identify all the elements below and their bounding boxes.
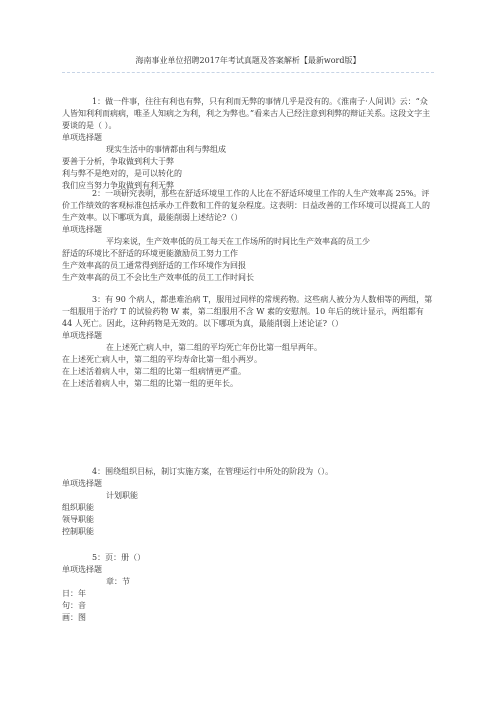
question-stem: 5：页：册（） xyxy=(92,553,146,562)
option-d: 控制职能 xyxy=(62,527,94,536)
question-4 xyxy=(62,466,434,538)
title-divider xyxy=(62,72,434,73)
question-type: 单项选择题 xyxy=(62,133,102,142)
option-b: 要善于分析，争取做到利大于弊 xyxy=(62,157,174,166)
option-c: 利与弊不是绝对的，是可以转化的 xyxy=(62,169,182,178)
option-b: 日：年 xyxy=(62,589,86,598)
option-a: 平均来说，生产效率低的员工每天在工作场所的时间比生产效率高的员工少 xyxy=(106,237,370,246)
option-d: 画：图 xyxy=(62,613,86,622)
option-a: 章：节 xyxy=(106,577,130,586)
option-c: 领导职能 xyxy=(62,515,94,524)
question-5 xyxy=(62,552,434,624)
question-type: 单项选择题 xyxy=(62,479,102,488)
document-title: 海南事业单位招聘2017年考试真题及答案解析【最新word版】 xyxy=(135,56,361,65)
option-d: 生产效率高的员工不会比生产效率低的员工工作时间长 xyxy=(62,273,254,282)
option-a: 现实生活中的事情都由利与弊组成 xyxy=(106,145,226,154)
option-d: 在上述活着病人中，第二组的比第一组的更年长。 xyxy=(62,379,238,388)
question-stem: 1：做一件事，往往有利也有弊，只有利而无弊的事情几乎是没有的。《淮南子·人间训》云：“众人皆知利利而病病，唯圣人知病之为利，利之为弊也。”看来古人已经注意到利弊的辩证关系。这段文字主要谈的是（ ）。 xyxy=(62,97,431,130)
question-stem: 4：围绕组织目标，制订实施方案，在管理运行中所处的阶段为（）。 xyxy=(92,467,334,476)
option-b: 舒适的环境比不舒适的环境更能激励员工努力工作 xyxy=(62,249,238,258)
option-d: 我们应当努力争取做到有利无弊 xyxy=(62,181,174,190)
option-b: 在上述死亡病人中，第二组的平均寿命比第一组小两岁。 xyxy=(62,355,262,364)
question-1 xyxy=(62,96,434,192)
option-a: 计划职能 xyxy=(106,491,138,500)
option-c: 在上述活着病人中，第二组的比第一组病情更严重。 xyxy=(62,367,246,376)
question-type: 单项选择题 xyxy=(62,565,102,574)
option-c: 生产效率高的员工通常得到舒适的工作环境作为回报 xyxy=(62,261,246,270)
question-2 xyxy=(62,188,434,284)
question-3 xyxy=(62,294,434,390)
question-type: 单项选择题 xyxy=(62,331,102,340)
option-c: 句：音 xyxy=(62,601,86,610)
question-stem: 3：有 90 个病人，都患难治病 T，服用过同样的常规药物。这些病人被分为人数相等的两组，第一组服用于治疗 T 的试验药物 W 素，第二组服用不含 W 素的安慰剂。10 年后的统计显示，两组都有 44 人死亡。因此，这种药物是无效的。以下哪项为真，最能削弱上述论证?（） xyxy=(62,295,433,328)
question-type: 单项选择题 xyxy=(62,225,102,234)
question-stem: 2：一项研究表明，那些在舒适环境里工作的人比在不舒适环境里工作的人生产效率高 25%。评价工作绩效的客观标准包括承办工件数和工件的复杂程度。这表明：日益改善的工作环境可以提高工人的生产效率。以下哪项为真，最能削弱上述结论?（） xyxy=(62,189,430,222)
option-b: 组织职能 xyxy=(62,503,94,512)
option-a: 在上述死亡病人中，第二组的平均死亡年份比第一组早两年。 xyxy=(106,343,322,352)
